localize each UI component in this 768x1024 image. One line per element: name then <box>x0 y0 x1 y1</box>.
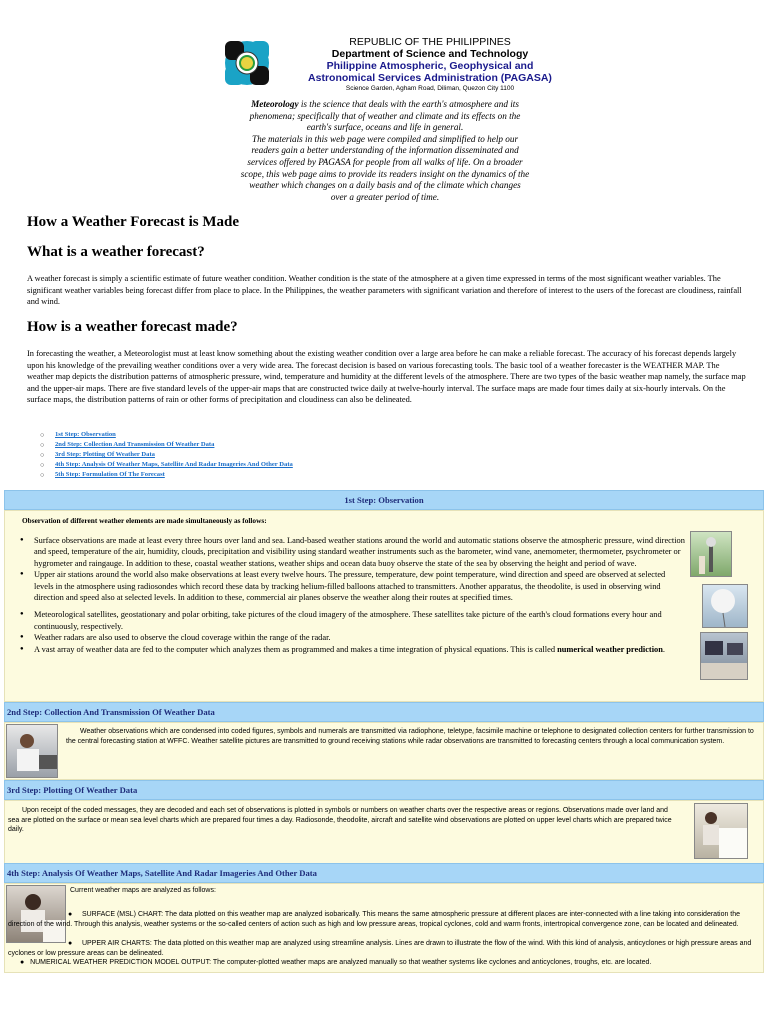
surface-chart-text: SURFACE (MSL) CHART: The data plotted on this weather map are analyzed isobarically. This means the same atmospheric pressure at different places are inter-connected with a line taking into consideration the direction of the wind. Through this analysis, weather systems or the so-called centers of action such as high and low pressure areas, tropical cyclones, cold and warm fronts, intertropical convergence zone, can be located and delineated. <box>8 911 741 928</box>
pagasa-logo-icon <box>222 38 272 88</box>
balloon-launch-photo <box>702 584 748 628</box>
step-link-4[interactable]: ○ 4th Step: Analysis Of Weather Maps, Satellite And Radar Imageries And Other Data <box>40 460 293 470</box>
question-how: How is a weather forecast made? <box>27 319 238 335</box>
intro-text-1: is the science that deals with the earth's atmosphere and its phenomena; specifically that of weather and climate and its effects on the earth's surface, oceans and life in general. <box>249 99 521 133</box>
what-paragraph: A weather forecast is simply a scientific estimate of future weather condition. Weather condition is the state of the atmosphere at a given time expressed in terms of the most significant weather variables. The significant weather variables being forecast differ from place to place. In the Philippines, the weather parameters with significant variation and therefore of interest to the users of the forecast are cloudiness, rainfall and wind. <box>27 274 742 306</box>
operator-icon <box>7 725 58 778</box>
step4-item-2: ● UPPER AIR CHARTS: The data plotted on this weather map are analyzed using streamline analysis. Lines are drawn to illustrate the flow of the wind. With this kind of analysis, anticyclones or high pressure areas and cyclones or low pressure areas can be delineated. <box>8 940 752 957</box>
step-link-3[interactable]: ○ 3rd Step: Plotting Of Weather Data <box>40 450 293 460</box>
steps-link-list <box>40 430 293 480</box>
step1-heading: 1st Step: Observation <box>4 490 764 510</box>
agency-line-1: Philippine Atmospheric, Geophysical and <box>326 60 534 72</box>
header-text <box>300 36 560 93</box>
step2-text: Weather observations which are condensed into coded figures, symbols and numerals are transmitted via radiophone, teletype, facsimile machine or telephone to designated collection centers for further transmission to the central forecasting station at WFFC. Weather satellite pictures are transmitted to ground receiving stations while radar observations are transmitted to forecasting centers through a local communication system. <box>66 728 754 745</box>
step3-text: Upon receipt of the coded messages, they are decoded and each set of observations is plotted in symbols or numbers on weather charts over the respective areas or regions. Observations made over land and sea are plotted on the surface or mean sea level charts which are prepared four times a day. Radiosonde, theodolite, aircraft and satellite wind observations are plotted on upper level charts which are prepared twice daily. <box>8 807 672 834</box>
step-link-1[interactable]: ○ 1st Step: Observation <box>40 430 293 440</box>
step2-heading: 2nd Step: Collection And Transmission Of Weather Data <box>4 702 764 722</box>
step4-item-3: ● NUMERICAL WEATHER PREDICTION MODEL OUTPUT: The computer-plotted weather maps are analyzed manually so that weather systems like cyclones and anticyclones, troughs, etc. are located. <box>20 959 652 966</box>
plotting-photo <box>694 803 748 859</box>
nwp-text: A vast array of weather data are fed to the computer which analyzes them as programmed and makes a time integration of physical equations. This is called <box>34 644 558 654</box>
list-item <box>20 644 685 655</box>
weather-station-photo <box>690 531 732 577</box>
how-paragraph: In forecasting the weather, a Meteorologist must at least know something about the existing weather condition over a large area before he can make a reliable forecast. The accuracy of his forecast depends largely upon his knowledge of the prevailing weather conditions over a very wide area. The forecast decision is based on various forecasting tools. The basic tool of a weather forecaster is the WEATHER MAP. The weather map depicts the distribution patterns of atmospheric pressure, wind, temperature and humidity at the different levels of the atmosphere. There are two types of the basic weather map namely, the surface map and the upper-air maps. There are five standard levels of the upper-air maps that are constructed twice daily at twelve-hourly interval. The surface maps are made four times daily at six-hourly intervals. On the surface maps, the distribution patterns of rain or other forms of precipitation and cloudiness can also be delineated. <box>27 349 746 404</box>
page-title: How a Weather Forecast is Made <box>27 214 240 230</box>
computer-icon <box>701 633 748 680</box>
nwp-bold: numerical weather prediction <box>557 644 663 654</box>
intro-term: Meteorology <box>251 99 299 109</box>
intro-text-2: The materials in this web page were compiled and simplified to help our readers gain a better understanding of the information disseminated and services offered by PAGASA for people from all walks of life. On a broader scope, this web page aims to provide its readers insight on the dynamics of the weather which changes on a daily basis and of the climate which changes over a greater period of time. <box>240 133 530 202</box>
upper-air-text: UPPER AIR CHARTS: The data plotted on this weather map are analyzed using streamline analysis. Lines are drawn to illustrate the flow of the wind. With this kind of analysis, anticyclones or high pressure areas and cyclones or low pressure areas can be delineated. <box>8 940 752 957</box>
plotter-person-icon <box>695 804 748 859</box>
list-item: ● Surface observations are made at least every three hours over land and sea. Land-based weather stations around the world and automatic stations observe the atmospheric pressure, wind direction and speed, temperature of the air, humidity, clouds, precipitation and visibility using standard weather instruments such as the barometer, wind vane, anemometer, thermometer, psychrometer or hygrometer and raingauge. In addition to these, coastal weather stations, weather ships and ocean data buoy observe the state of the sea by observing the height and period of wave. <box>20 535 685 569</box>
list-item: ● Meteorological satellites, geostationary and polar orbiting, take pictures of the cloud imagery of the atmosphere. These satellites take picture of the earth's cloud formations every hour and continuously, respectively. <box>20 609 685 632</box>
step-link-2[interactable]: ○ 2nd Step: Collection And Transmission Of Weather Data <box>40 440 293 450</box>
address-line: Science Garden, Agham Road, Diliman, Quezon City 1100 <box>345 85 515 92</box>
radar-room-photo <box>700 632 748 680</box>
agency-line-2: Astronomical Services Administration (PAGASA) <box>308 72 552 84</box>
step4-heading: 4th Step: Analysis Of Weather Maps, Satellite And Radar Imageries And Other Data <box>4 863 764 883</box>
step4-item-1: ● SURFACE (MSL) CHART: The data plotted on this weather map are analyzed isobarically. This means the same atmospheric pressure at different places are inter-connected with a line taking into consideration the direction of the wind. Through this analysis, weather systems or the so-called centers of action such as high and low pressure areas, tropical cyclones, cold and warm fronts, intertropical convergence zone, can be located and delineated. <box>8 911 741 928</box>
list-item: ● Weather radars are also used to observe the cloud coverage within the range of the radar. <box>20 632 685 643</box>
step1-intro: Observation of different weather elements are made simultaneously as follows: <box>22 516 267 525</box>
intro-paragraph <box>240 99 530 203</box>
nwp-model-text: NUMERICAL WEATHER PREDICTION MODEL OUTPUT: The computer-plotted weather maps are analyzed manually so that weather systems like cyclones and anticyclones, troughs, etc. are located. <box>30 959 652 966</box>
agency-header <box>222 36 552 96</box>
republic-line: REPUBLIC OF THE PHILIPPINES <box>349 36 511 48</box>
step3-heading: 3rd Step: Plotting Of Weather Data <box>4 780 764 800</box>
communication-photo <box>6 724 58 778</box>
department-line: Department of Science and Technology <box>331 48 529 60</box>
nwp-end: . <box>662 644 665 654</box>
step1-list <box>20 535 685 655</box>
step-link-5[interactable]: ○ 5th Step: Formulation Of The Forecast <box>40 470 293 480</box>
station-instrument-icon <box>691 532 732 577</box>
question-what: What is a weather forecast? <box>27 244 205 260</box>
step4-intro: Current weather maps are analyzed as follows: <box>70 887 216 894</box>
list-item: ● Upper air stations around the world also make observations at least every twelve hours. The pressure, temperature, dew point temperature, wind direction and speed are observed at selected levels in the atmosphere using radiosondes which record these data by tracking helium-filled balloons attached to transmitters. Another apparatus, the theodolite, is used in observing wind direction and speed also at selected levels. In addition to these, commercial air planes observe the weather along their routes at specified times. <box>20 569 685 603</box>
balloon-icon <box>703 585 748 628</box>
